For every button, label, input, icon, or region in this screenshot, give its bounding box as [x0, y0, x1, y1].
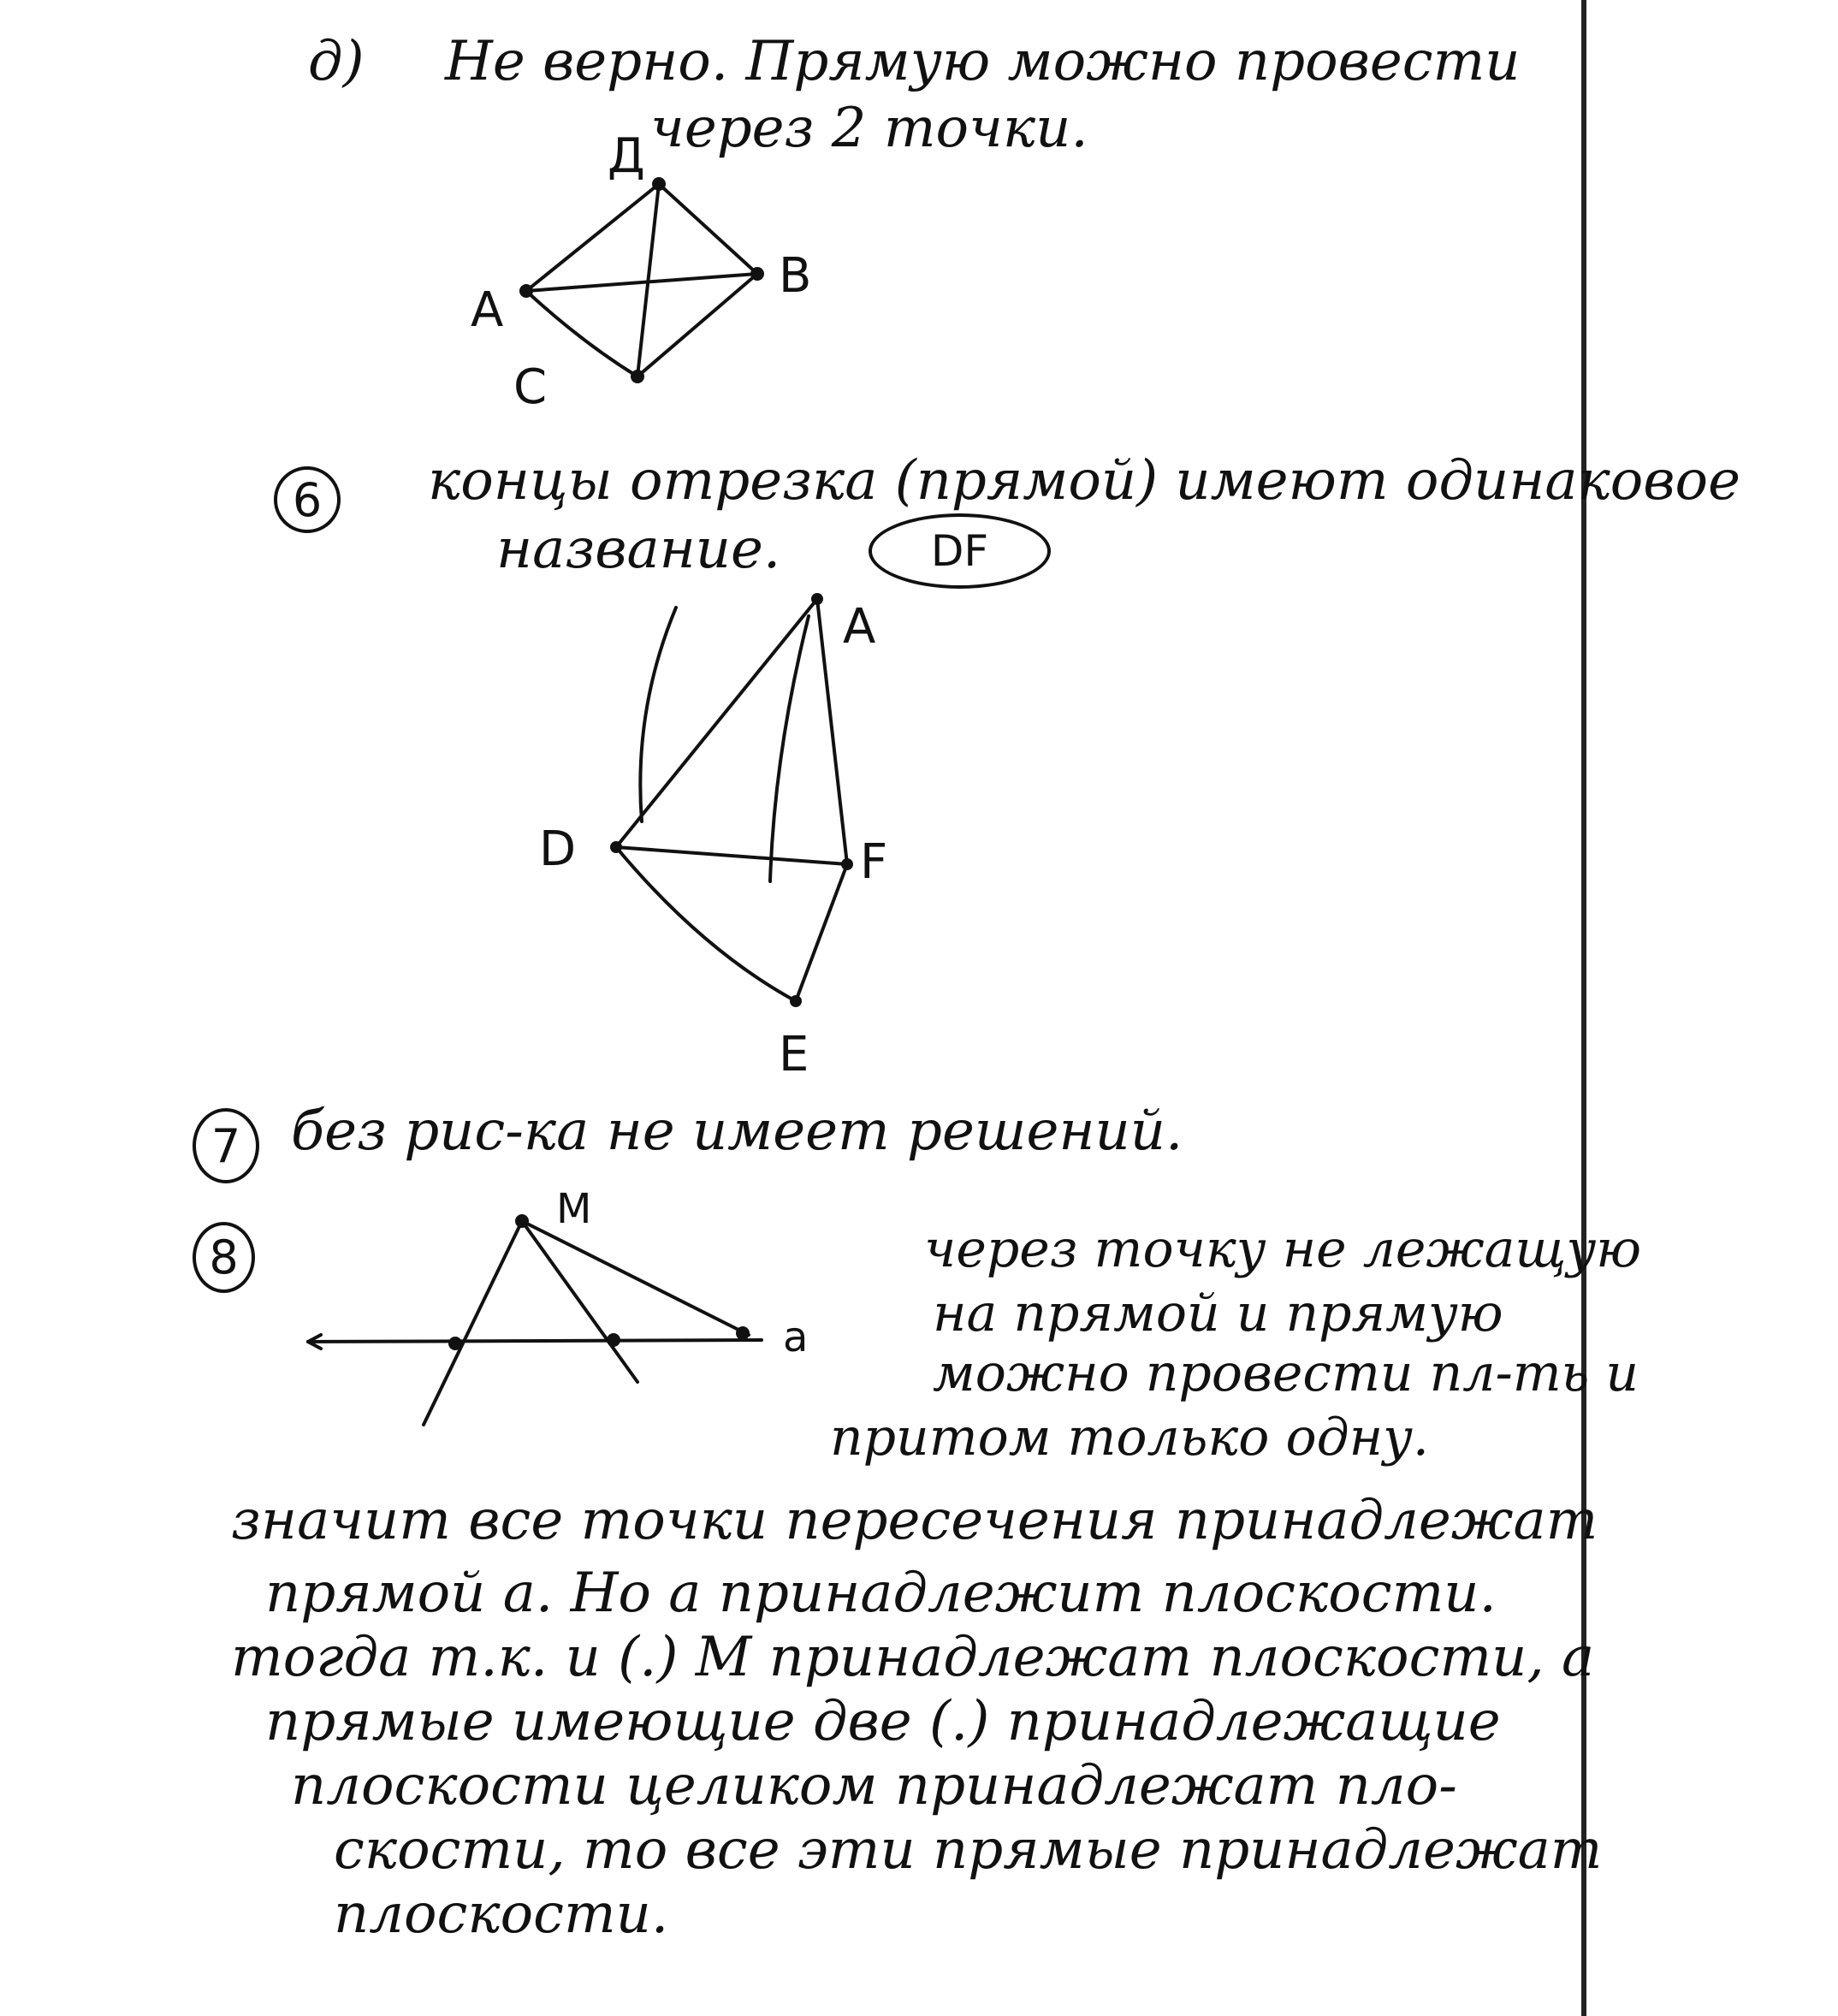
- point-label-b: B: [779, 248, 812, 304]
- conclusion-line4: прямые имеющие две (.) принадлежащие: [265, 1690, 1501, 1753]
- item-d-line1: Не верно. Прямую можно провести: [445, 30, 1521, 93]
- point-label-a2: A: [843, 599, 876, 655]
- point-d2: [610, 841, 622, 853]
- item-7-number: 7: [193, 1108, 259, 1183]
- item-8-line2: на прямой и прямую: [933, 1284, 1503, 1343]
- diagonal-a-b: [526, 274, 757, 291]
- intersection-1: [448, 1337, 462, 1350]
- point-label-m: M: [556, 1185, 592, 1233]
- item-8-line1: через точку не лежащую: [924, 1219, 1642, 1279]
- point-b: [750, 267, 764, 281]
- point-label-e: E: [779, 1027, 809, 1082]
- diagonal-d-c: [637, 184, 659, 377]
- item-7-text: без рис-ка не имеет решений.: [291, 1100, 1183, 1163]
- conclusion-line5: плоскости целиком принадлежат пло-: [291, 1754, 1457, 1817]
- point-e: [790, 995, 802, 1007]
- arrow-left-bottom: [308, 1342, 321, 1349]
- conclusion-line3: тогда т.к. и (.) М принадлежат плоскости, а: [231, 1626, 1595, 1689]
- item-6-line2: название.: [496, 518, 781, 581]
- line-m-1: [424, 1221, 522, 1425]
- margin-line: [1581, 0, 1586, 2016]
- edge-f-e: [796, 864, 847, 1001]
- edge-a-d2: [616, 599, 817, 847]
- item-8-number: 8: [193, 1222, 255, 1293]
- edge-d-b: [659, 184, 757, 274]
- item-8-line4: притом только одну.: [830, 1408, 1429, 1468]
- edge-a-d: [526, 184, 659, 291]
- line-m-2: [522, 1221, 637, 1382]
- point-label-d: Д: [608, 128, 645, 184]
- point-f: [841, 858, 853, 870]
- item-8-line3: можно провести пл-ть и: [933, 1343, 1639, 1403]
- point-a: [519, 284, 533, 298]
- point-c: [631, 370, 644, 383]
- point-d: [652, 177, 666, 191]
- point-label-f: F: [860, 834, 888, 890]
- arc-inner: [770, 616, 809, 881]
- conclusion-line7: плоскости.: [334, 1883, 669, 1946]
- item-6-line1: концы отрезка (прямой) имеют одинаковое: [428, 449, 1740, 513]
- intersection-3: [736, 1326, 750, 1340]
- point-label-a: A: [471, 282, 504, 338]
- arc-left: [640, 608, 676, 821]
- arrow-left-top: [308, 1335, 321, 1342]
- line-a: [308, 1340, 762, 1342]
- point-a2: [811, 593, 823, 605]
- item-d-line2: через 2 точки.: [650, 97, 1088, 160]
- edge-b-c: [637, 274, 757, 377]
- line-label-a: a: [783, 1313, 809, 1361]
- conclusion-line6: скости, то все эти прямые принадлежат: [334, 1818, 1603, 1882]
- intersection-2: [607, 1333, 620, 1347]
- conclusion-line2: прямой а. Но а принадлежит плоскости.: [265, 1562, 1497, 1625]
- item-d-label: д): [308, 30, 365, 93]
- item-6-number: 6: [274, 466, 341, 533]
- edge-d-f: [616, 847, 847, 864]
- point-label-d2: D: [539, 821, 577, 877]
- item-6-answer: DF: [869, 513, 1051, 589]
- line-m-3: [522, 1221, 749, 1335]
- point-m: [515, 1214, 529, 1228]
- conclusion-line1: значит все точки пересечения принадлежат: [231, 1489, 1598, 1552]
- point-label-c: C: [513, 359, 548, 415]
- edge-d-e: [616, 847, 796, 1001]
